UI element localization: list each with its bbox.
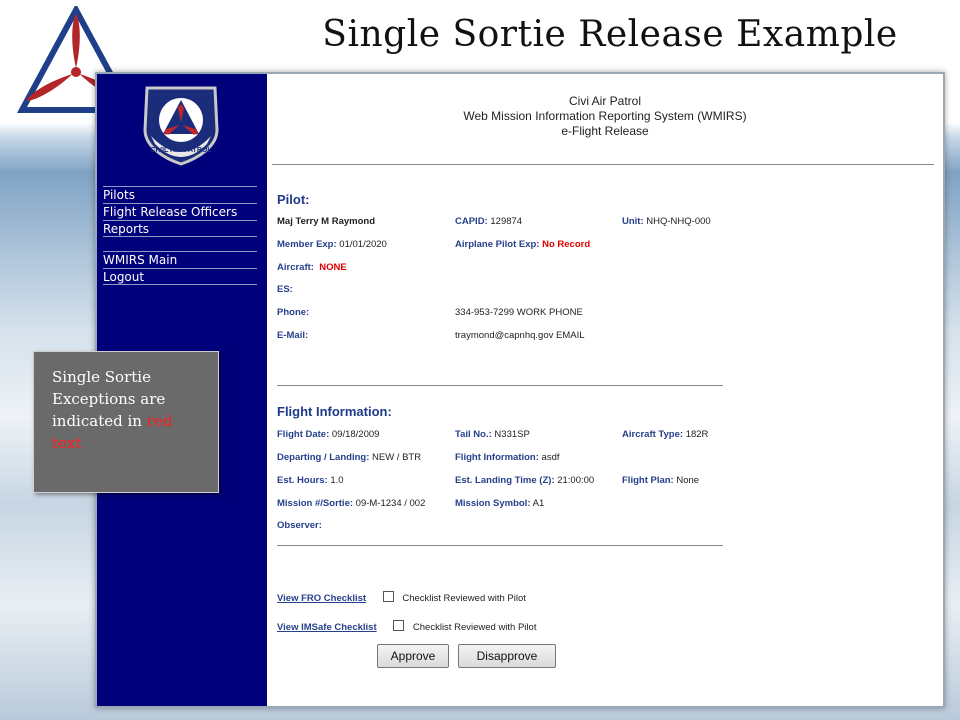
view-fro-checklist-link[interactable]: View FRO Checklist (277, 593, 367, 604)
main-content (267, 74, 943, 706)
member-exp: Member Exp: 01/01/2020 (277, 239, 387, 250)
sidebar-item-reports[interactable]: Reports (103, 220, 257, 237)
est-landing-time: Est. Landing Time (Z): 21:00:00 (455, 475, 595, 486)
fro-checkbox-label: Checklist Reviewed with Pilot (402, 593, 526, 604)
mission-symbol: Mission Symbol: A1 (455, 498, 545, 509)
flight-divider (277, 545, 723, 546)
pilot-name: Maj Terry M Raymond (277, 216, 376, 227)
airplane-pilot-exp: Airplane Pilot Exp: No Record (455, 239, 591, 250)
flight-plan: Flight Plan: None (622, 475, 700, 486)
header-divider (272, 164, 934, 165)
sidebar-item-logout[interactable]: Logout (103, 268, 257, 285)
pilot-capid: CAPID: 129874 (455, 216, 523, 227)
sidebar-item-flight-release-officers[interactable]: Flight Release Officers (103, 203, 257, 220)
email-value: traymond@capnhq.gov EMAIL (455, 330, 585, 341)
callout-text: Single Sortie Exceptions are indicated in (52, 368, 166, 430)
phone-label: Phone: (277, 307, 310, 318)
fro-checklist-row (277, 591, 526, 604)
cap-shield-logo (137, 82, 225, 166)
imsafe-checklist-checkbox[interactable] (393, 620, 404, 631)
email-label: E-Mail: (277, 330, 309, 341)
disapprove-button[interactable]: Disapprove (458, 644, 556, 668)
mission-sortie: Mission #/Sortie: 09-M-1234 / 002 (277, 498, 426, 509)
es-field: ES: (277, 284, 293, 295)
flight-section-title: Flight Information: (277, 404, 392, 419)
flight-information: Flight Information: asdf (455, 452, 560, 463)
phone-value: 334-953-7299 WORK PHONE (455, 307, 583, 318)
pilot-divider (277, 385, 723, 386)
imsafe-checkbox-label: Checklist Reviewed with Pilot (412, 622, 537, 633)
flight-date: Flight Date: 09/18/2009 (277, 429, 380, 440)
callout-red-text: red text (52, 412, 173, 452)
pilot-unit: Unit: NHQ-NHQ-000 (622, 216, 711, 227)
header-org: Civi Air Patrol (568, 94, 642, 108)
departing-landing: Departing / Landing: NEW / BTR (277, 452, 422, 463)
tail-number: Tail No.: N331SP (455, 429, 530, 440)
fro-checklist-checkbox[interactable] (383, 591, 394, 602)
pilot-section-title: Pilot: (277, 192, 310, 207)
aircraft-type: Aircraft Type: 182R (622, 429, 709, 440)
header-subtitle: e-Flight Release (561, 124, 649, 138)
sidebar-nav-primary (103, 186, 257, 237)
wmirs-screenshot (95, 72, 945, 708)
view-imsafe-checklist-link[interactable]: View IMSafe Checklist (277, 622, 377, 633)
exceptions-callout (33, 351, 219, 493)
sidebar-nav-secondary (103, 251, 257, 285)
aircraft: Aircraft: NONE (277, 262, 347, 273)
sidebar-item-pilots[interactable]: Pilots (103, 186, 257, 203)
svg-text:CIVIL AIR PATROL: CIVIL AIR PATROL (150, 147, 212, 154)
page-header (267, 94, 943, 139)
est-hours: Est. Hours: 1.0 (277, 475, 344, 486)
observer: Observer: (277, 520, 322, 531)
slide-title: Single Sortie Release Example (322, 14, 898, 55)
sidebar-item-wmirs-main[interactable]: WMIRS Main (103, 251, 257, 268)
approve-button[interactable]: Approve (377, 644, 449, 668)
header-system: Web Mission Information Reporting System (WMIRS) (463, 109, 747, 123)
imsafe-checklist-row (277, 620, 536, 633)
